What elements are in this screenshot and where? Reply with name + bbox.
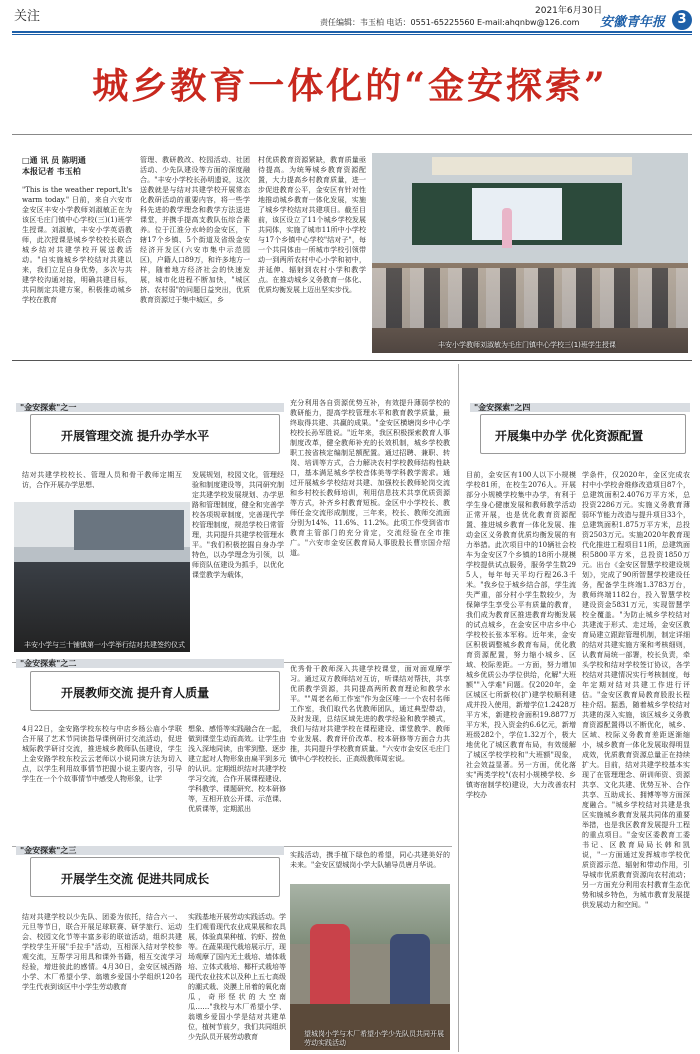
byline-journalist: 本报记者 韦玉柏 (22, 167, 81, 176)
byline-reporter: □通 讯 员 陈明通 (22, 156, 86, 165)
lead-col-1: "This is the weather report,It's warm today." 日前，来自六安市金安区丰安小学教师刘淑敏正在为该区毛庄门镇中心学校(三)(1)班学生授课。刘淑敏，丰安小学英语教师，此次授课是城乡学校校长联合城乡结对共建学校开展送教活动。"自实施城乡学校结对共建以来，我们立足自身优势，多次与共建学校沟通对接，明确共建目标，共同制定共建方案，积极推动城乡学校在教育 (22, 186, 132, 304)
section-4-text-b: 学条件，仅2020年，金区完成农村中小学校舍维修改造项目87个，总建筑面积2.4076万平方米，总投资2286万元。实施义务教育薄弱环节能力改造与提升项目33个，总建筑面积1.875万平方米，总投资2503万元。实施2020年教育现代化推进工程项目11所，总建筑面积5800平方米，总投资1850万元。出台《金安区智慧学校建设规划》，完成了90所智慧学校建设任务，配备学生终端1.3783万台，教师终端1182台，投入智慧学校建设资金5831万元，实现智慧学校全覆盖。"为防止城乡学校结对共建流于形式、走过场，金安区教育局建立跟踪管理机制，制定详细的结对共建实施方案和考核细则，认教育局统一部署，校长负责，牵头学校和结对学校签订协议，各学校结对共建情况实行考核制度，每年定期对结对共建工作进行评估。"金安区教育局教育股股长程桂介绍。据悉，随着城乡学校结对共建的深入实施，该区城乡义务教育资源配置得以不断优化，城乡、区域、校际义务教育差距逐渐缩小，城乡教育一体化发展取得明显成效，优质教育资源总量正在持续扩大。目前，结对共建学校基本实现了在管理理念、研训师资、资源共享、文化共建、优势互补、合作共享、互助成长、拥博等等方面深度融合。"城乡学校结对共建是我区实施城乡教育发展共同体的重要举措，也是我区教育发展提升工程的重点项目。"金安区委教育工委书记、区教育局局长韩和凯说，"一方面通过发挥城市学校优质资源示范、辐射和带动作用，引导城市优质教育资源向农村流动；另一方面充分利用农村教育生态优势和城乡特色，为城市教育发展提供发展动力和空间。" (582, 471, 690, 909)
section-label: 关注 (14, 9, 41, 24)
section-1-text-b: 发展规划，校园文化，管理经验和制度建设等，共同研究制定共建学校发展规划、办学思路和管理制度，健全和完善学校各项规章制度，完善现代学校管理制度，规范学校日常管理，共同提升共建学校管理水平。"我们积极挖掘自身办学特色，以办学理念为引领，以师资队伍建设为抓手，以优化课堂教学为载体， (192, 471, 284, 579)
section-2-tag: "金安探索"之二 (20, 659, 77, 668)
section-4-title: 开展集中办学 优化资源配置 (495, 429, 644, 443)
lead-divider (12, 360, 692, 361)
main-headline: 城乡教育一体化的“金安探索” (92, 65, 608, 107)
section-2-title: 开展教师交流 提升育人质量 (61, 686, 210, 700)
newspaper-brand: 安徽青年报 (600, 15, 666, 30)
section-3-text-b: 实践基地开展劳动实践活动。学生们观看现代农业成果展和农具展，体验真果种植、钓虾、捞鱼等。在蔬果现代栽培展示厅，现场观摩了国内无土栽培、墙体栽培、立体式栽培、椰杆式栽培等现代农业技术以及种上五七高级的潮式栽、炎膜上吊着的氧化南瓜，奇形怪状的大空南瓜……"我校与木厂希望小学、翁墩乡爱国小学是结对共建单位，植树节前夕，我们共同组织少先队员开展劳动教育 (188, 913, 286, 1041)
section-2-title-box (30, 671, 280, 711)
section-2-text-c: 优秀骨干教师深入共建学校课堂，面对面观摩学习。通过双方教师结对互访，听课结对帮扶，共享优质教学资源，共同提高两所教育理论和教学水平。""周老名师工作室"作为金区唯一一个农村名师工作室，我们取代名优教师团队，通过典型带动，及时发现，总结区域先进的教学经验和教学模式，我们与结对共建学校在课程建设、课堂教学、教师专业发展、教育评价改革、校本研修等方面合力共推，共同提升学校教育质量。"六安市金安区毛庄门镇中心学校校长、正高级教师周宏说。 (290, 665, 450, 763)
section-4-title-box (480, 414, 686, 454)
header-rule-thin (12, 34, 692, 35)
headline-rule (12, 134, 692, 135)
section-3-text-c: 实践活动，携手植下绿色的希望，同心共建美好的未来。"金安区望城岗小学大队辅导员唐月华说。 (290, 851, 450, 869)
section-4-text-mid: 目前，金安区有100人以下小规模学校81所，在校生2076人。开展部分小规模学校集中办学，有利于学生身心健康发展和教师教学活动正常开展，也是优化教育资源配置、推进城乡教育一体化发展、推动金区义务教育优质均衡发展的有力举措。此次项目中的10辆社会校车为金安区7个乡镇的18所小规模学校提供试点服务，服务学生数295人，每年每天平均行程26.3千米。"我乡位于城乡结合部，学生流失严重，部分村小学生数较少，为保障学生享受公平有质量的教育，我们成为教育区推进教育均衡发展的试点城乡，在金安区中店乡中心学校校长张本军称。近年来，金安区积极调整城乡教育布局，优化教育资源配置，努力缩小城乡、区域、校际差距。一方面，努力增加城乡优质公办学位供给，化解"大班额""入学难"问题。仅2020年，金区城区七所新校(扩)建学校顺利建成并投入使用，新增学位1.2428万平方米，新建校舍面积19.8877万平方米，投入资金约6.6亿元，新增班级282个，学位1.32万个，极大地优化了城区教育布局，有效缓解了城区学校学校和"大班额"现象，社会效益显著。另一方面，优化落实"两类学校"(农村小规模学校、乡镇寄宿制学校)建设，大力改善农村学校办 (466, 471, 576, 799)
header-rule (12, 31, 692, 33)
classroom-photo (372, 153, 688, 353)
section-3-title-box (30, 857, 280, 897)
editor-contact: 责任编辑：韦玉柏 电话：0551-65225560 E-mail:ahqnbw@126.com (320, 18, 580, 27)
section-3-text-a: 结对共建学校以少先队、团委为依托，结合六一、元旦等节日，联合开展足球联赛、研学旅行、运动会、校园文化节等丰富多彩的联谊活动，组织共建学校学生开展"手拉手"活动，互相深入结对学校参观交流，互帮学习用具和课外书籍，相互交流学习经验，增进彼此的感情。4月30日，金安区城西路小学、木厂希望小学、翁墩乡爱国小学组织120名学生代表到该区中小学生劳动教育 (22, 913, 182, 991)
issue-date: 2021年6月30日 (535, 6, 603, 16)
section-3-photo (290, 884, 450, 1050)
lead-photo-caption: 丰安小学教师刘淑敏为毛庄门镇中心学校三(1)班学生授课 (438, 341, 616, 349)
section-1-tag: "金安探索"之一 (20, 403, 77, 412)
section-1-photo-caption: 丰安小学与三十铺镇第一小学举行结对共建签约仪式 (24, 641, 185, 649)
section-3-tag: "金安探索"之三 (20, 846, 77, 855)
section-1-photo (14, 502, 190, 652)
column-divider (458, 364, 459, 1052)
page-number-badge: 3 (672, 10, 692, 30)
section-3-photo-caption: 望城岗小学与木厂希望小学少先队员共同开展劳动实践活动 (304, 1030, 444, 1047)
lead-col-3: 村优质教育资源紧缺，教育质量亟待提高。为统筹城乡教育资源配置，大力提高乡村教育质量，进一步促进教育公平，金安区有针对性地推动城乡教育一体化发展，实施了城乡学校结对共建项目。截至目前，该区设立了11个城乡学校发展共同体，实施了城市11所中小学校与17个乡镇中心学校"结对子"，每一个共同体由一所城市学校引领带动一到两所农村中心小学和初中，并延伸、辐射到农村小学和教学点。在推动城乡义务教育一体化、优质均衡发展上迈出坚实步伐。 (258, 156, 366, 294)
section-1-text-c: 充分利用各自资源优势互补，有效提升薄弱学校的教研能力，提高学校管理水平和教育教学质量，最终取得共建、共赢的成果。"金安区横塘岗乡中心学校校长孙军胜说。"近年来，我区积极探索教育人事制度改革，健全教师补充的长效机制，城乡学校教职工按省核定编制足额配置。通过招聘、兼职、转岗、培训等方式，合力解决农村学校教师结构性缺口，基本满足城乡学校音体美等学科教学需求。通过开展城乡学校结对共建、加强校长教师轮岗交流和乡村校长教师培训，利用信息技术共享优质资源等方式，补齐乡村教育短板。金区中小学校长、教师任金交流形成制度，三年来，校长、教师交流面分别为14%、11.6%、11.2%。此项工作受到省市教育主管部门的充分肯定，交流经验在全市推广。"六安市金安区教育局人事股股长曹宗国介绍道。 (290, 399, 450, 557)
section-4-tag: "金安探索"之四 (474, 403, 531, 412)
section-3-title: 开展学生交流 促进共同成长 (61, 872, 210, 886)
section-1-title: 开展管理交流 提升办学水平 (61, 429, 210, 443)
section-1-intro: 结对共建学校校长、管理人员和骨干教师定期互访，合作开展办学思想、 (22, 471, 182, 489)
section-1-title-box (30, 414, 280, 454)
section-2-text-b: 想象、感悟等实践融合在一起，做到课堂生动而高效。让学生由浅入深地同读，由零到整、逐步建立起对人物形象由扁平到多元的认识。定期组织结对共建学校学习交流，合作开展课程建设、学科教学、课题研究、校本研修等，互相开放公开课、示范课、优质课等，定期派出 (188, 725, 286, 813)
lead-col-2: 管理、教研教改、校园活动、社团活动、少先队建设等方面的深度融合。"丰安小学校长孙明遗说，这次送教就是与结对共建学校开展常态化教研活动的重要内容，将一些学科先进的教学理念和教学方法送进课堂，并携手提高支教队伍综合素养。位于江淮分水岭的金安区，下辖17个乡镇、5个街道及省级金安经济开发区(六安市集中示范园区)，户籍人口89万，和许多地方一样，随着地方经济社会的快速发展，城市化进程不断加快，"城区挤、农村弱"的问题日益突出，优质教育资源过于集中城区，乡 (140, 156, 250, 304)
section-2-text-a: 4月22日，金安路学校东校与中店乡杨公庙小学联合开展了艺术节同读指导课例研讨交流活动，促进城际教学研讨交流，推进城乡教师队伍建设，学生上金安路学校东校云云老师以小说同读方法为切入点，以学生利用故事情节把握小说主要内容，引导学生在一个个故事情节中感受人物形象，让学 (22, 725, 182, 783)
byline (22, 155, 132, 177)
